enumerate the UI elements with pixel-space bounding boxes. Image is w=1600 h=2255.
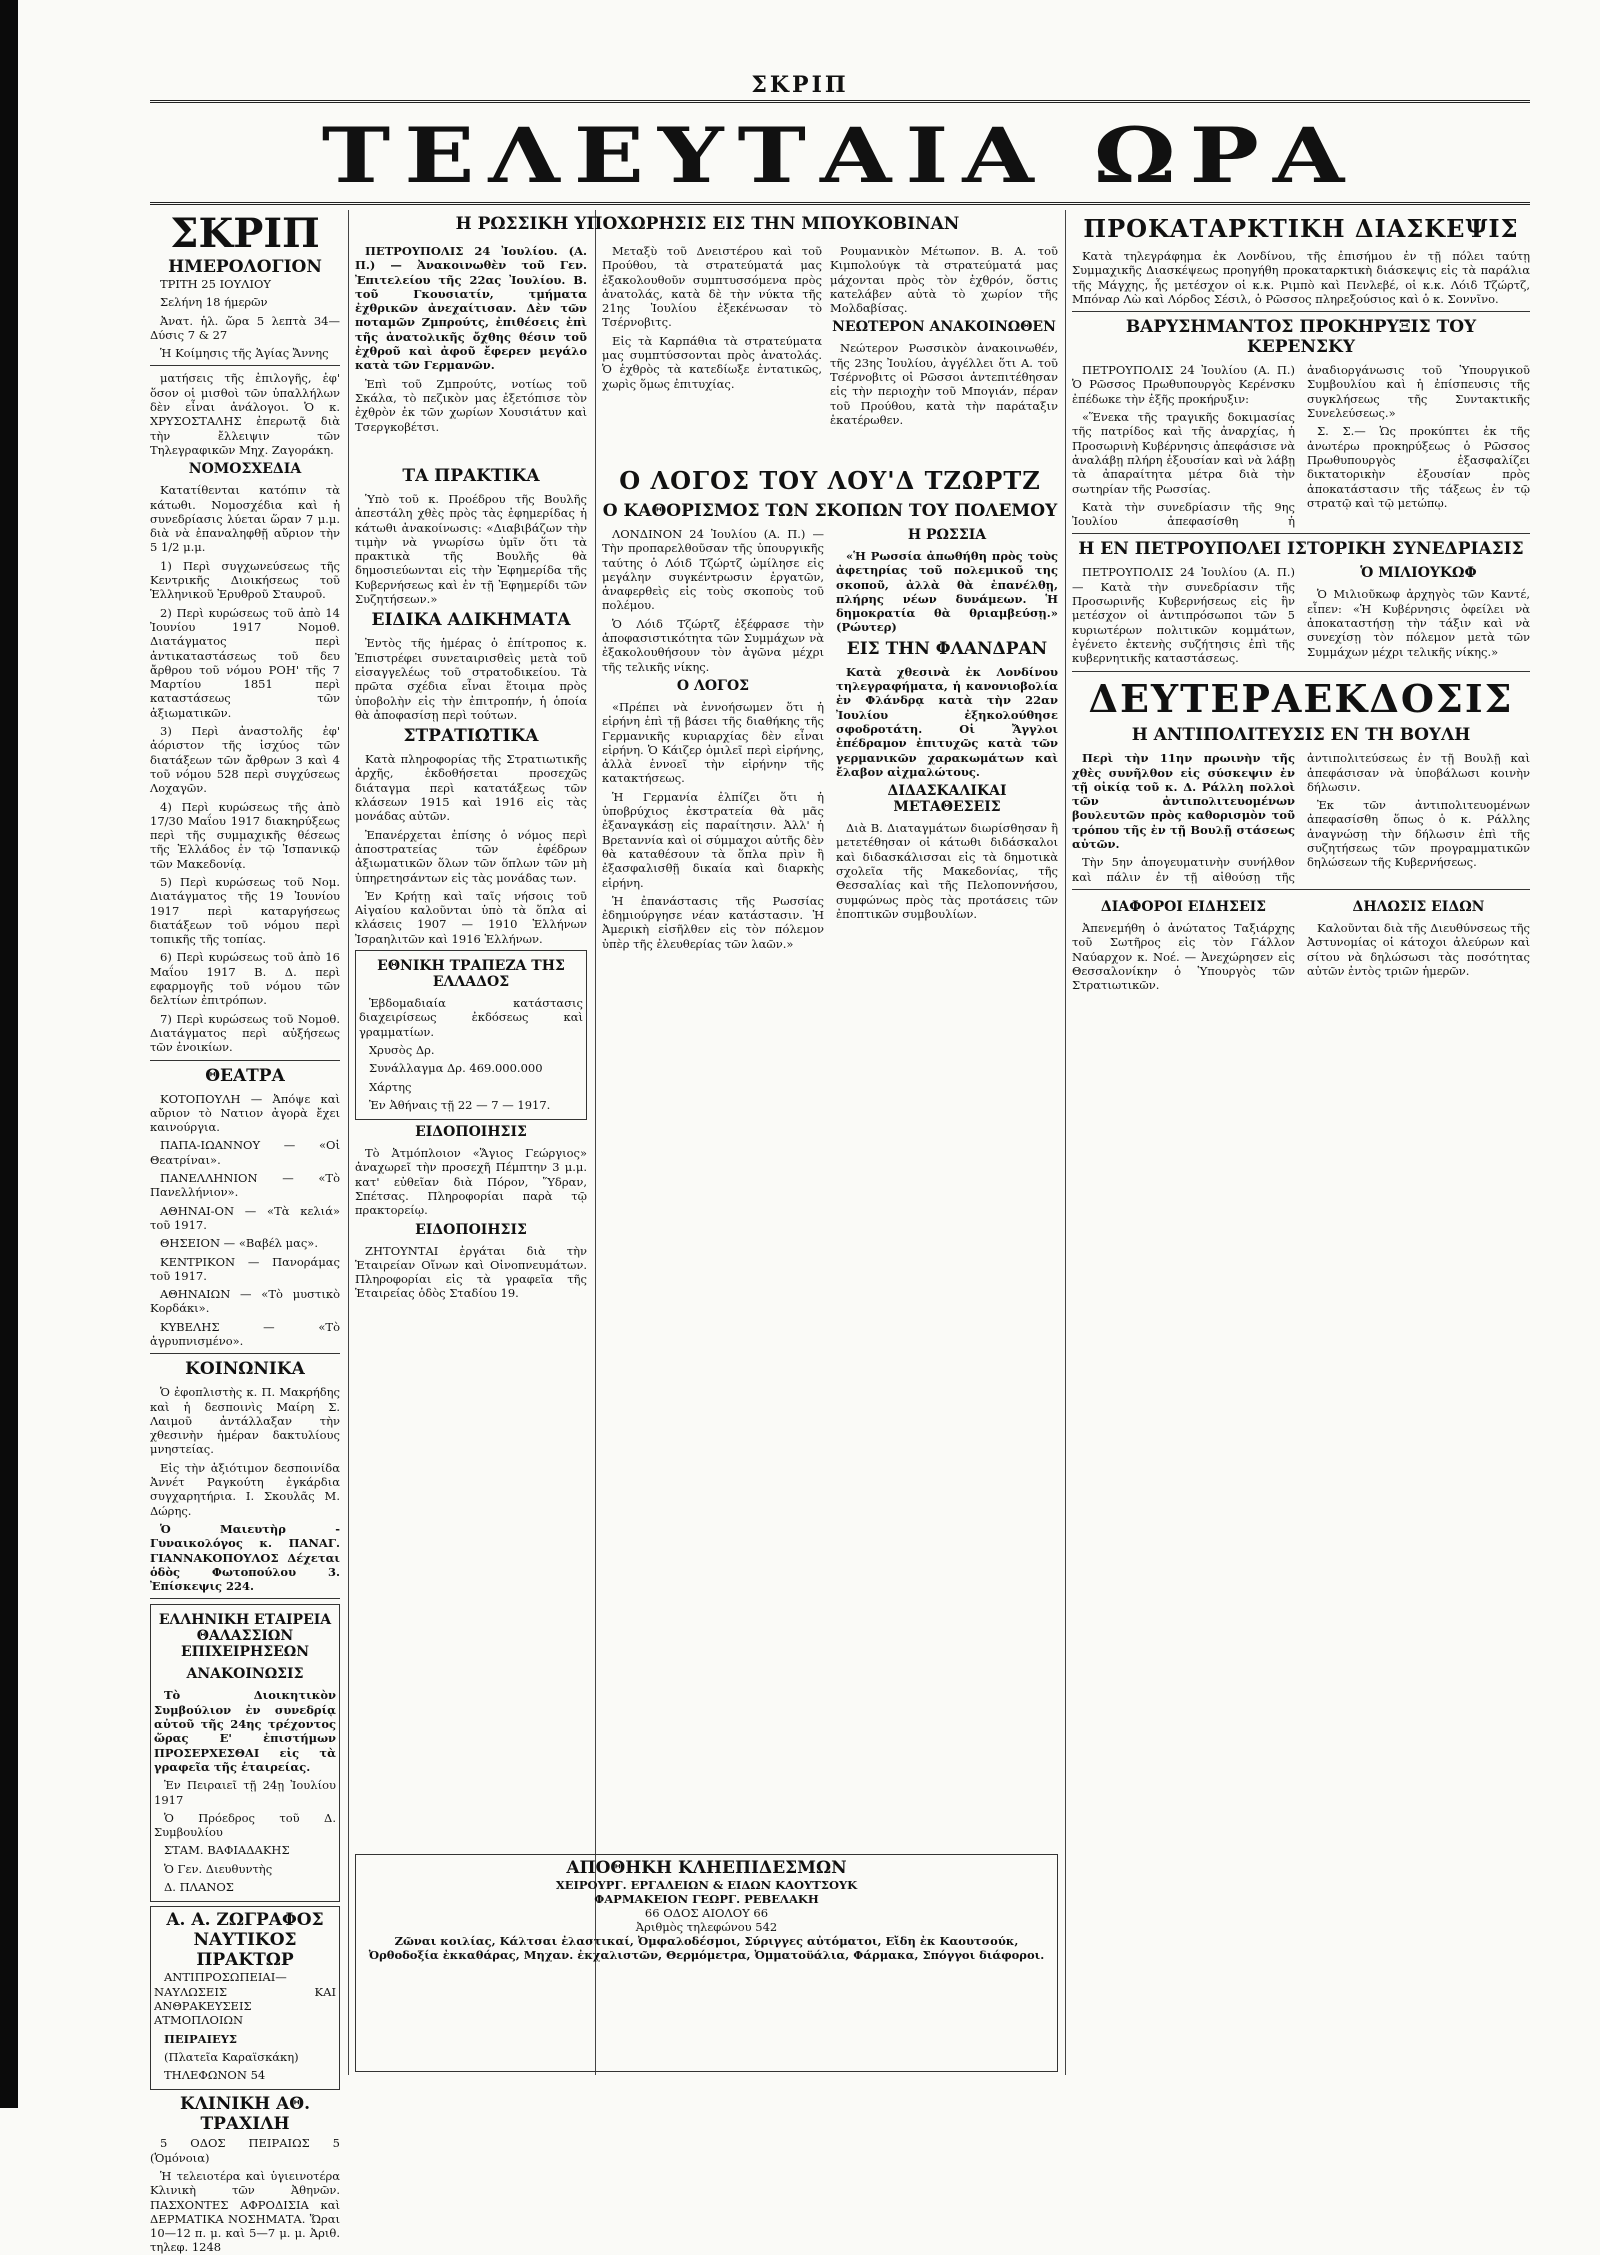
theatre-item: ΑΘΗΝΑΙ-ΟΝ — «Τὰ κελιά» τοῦ 1917. <box>150 1203 340 1232</box>
bank-date: Ἐν Ἀθήναις τῇ 22 — 7 — 1917. <box>369 1097 551 1112</box>
column-three <box>602 462 1058 1882</box>
theatre-item: ΚΟΤΟΠΟΥΛΗ — Ἀπόψε καὶ αὔριον τὸ Νατιον ἀγορὰ ἔχει καινούργια. <box>150 1091 340 1135</box>
russia-text: Μεταξὺ τοῦ Δνειστέρου καὶ τοῦ Προύθου, τὰ στρατεύματά μας ἐξακολουθοῦν συμπτυσσόμενα πρὸς ἀνατολάς, κατὰ δὲ τὴν νύκτα τῆς 21ης Ἰουλίου ἐξεκένωσαν τὸ Τσέρνοβιτς. <box>602 244 822 330</box>
kerensky-text: Κατὰ τὴν συνεδρίασιν τῆς 9ης Ἰουλίου ἀπεφασίσθη ἡ ἀναδιοργάνωσις τοῦ Ὑπουργικοῦ Συμβουλίου καὶ ἡ ἐπίσπευσις τῆς συγκλήσεως τῆς Συντακτικῆς Συνελεύσεως.» <box>1072 363 1530 529</box>
divider <box>1072 533 1530 534</box>
calendar-title: ΗΜΕΡΟΛΟΓΙΟΝ <box>168 257 322 277</box>
session-text: ΠΕΤΡΟΥΠΟΛΙΣ 24 Ἰουλίου (Α. Π.) — Κατὰ τὴν συνεδρίασιν τῆς Προσωρινῆς Κυβερνήσεως εἰς ἣν μετέσχον οἱ ἀντιπρόσωποι τῶν 5 κυριωτέρων πολιτικῶν κομμάτων, ἐγένετο ἐκτενὴς συζήτησις ἐπὶ τῆς κυβερνητικῆς καταστάσεως. <box>1072 565 1295 666</box>
strat-text: Κατὰ πληροφορίας τῆς Στρατιωτικῆς ἀρχῆς, ἐκδοθήσεται προσεχῶς διάταγμα περὶ κατατάξεως τῶν κλάσεων 1915 καὶ 1916 εἰς τὰς μονάδας αὐτῶν. <box>355 752 587 824</box>
russia-text: ΠΕΤΡΟΥΠΟΛΙΣ 24 Ἰουλίου. (Α. Π.) — Ἀνακοινωθὲν τοῦ Γεν. Ἐπιτελείου τῆς 22ας Ἰουλίου. Β. τοῦ Γκουσιατίν, τμήματα ἐχθρικῶν ἀνεχαίτισαν. Δὲν τῶν ποταμῶν Ζμπρούτς, ἐπιθέσεις ἐπὶ τῆς ἀνατολικῆς ὄχθης θέσιν τοῦ ἐχθροῦ καὶ ἀφοῦ ἔφερεν μεγάλο κατὰ τῶν Γερμανῶν. <box>355 244 587 373</box>
lloyd-heading: Ο ΛΟΓΟΣ ΤΟΥ ΛΟΥ'Δ ΤΖΩΡΤΖ <box>619 466 1041 495</box>
declaration-text: Καλοῦνται διὰ τῆς Διευθύνσεως τῆς Ἀστυνομίας οἱ κάτοχοι ἀλεύρων καὶ σίτου νὰ δηλώσωσι τὰς ποσότητας αὐτῶν ἐντὸς τριῶν ἡμερῶν. <box>1307 920 1530 978</box>
opposition-body <box>1072 751 1530 884</box>
strat-heading: ΣΤΡΑΤΙΩΤΙΚΑ <box>403 726 539 747</box>
ad-pharmacy: ΦΑΡΜΑΚΕΙΟΝ ΓΕΩΡΓ. ΡΕΒΕΛΑΚΗ <box>594 1892 819 1906</box>
adikim-text: Ἐντὸς τῆς ἡμέρας ὁ ἐπίτροπος κ. Ἐπιστρέφει συνεταιρισθεὶς μετὰ τοῦ εἰσαγγελέως τοῦ στρατοδικείου. Τὰ πρῶτα σχέδια εἶναι ἕτοιμα πρὸς ὑποβολὴν εἰς τὴν ἐπιτροπήν, ἡ ὁποία θὰ ἀποφασίσῃ περὶ τούτων. <box>355 636 587 722</box>
clinic-ad <box>150 2094 340 2254</box>
nomo-item: 4) Περὶ κυρώσεως τῆς ἀπὸ 17/30 Μαΐου 1917 διακηρύξεως περὶ τῆς συμμαχικῆς θέσεως τῆς Ἑλλάδος ἐν τῷ Ἰσπανικῷ τῶν Μακεδονίᾳ. <box>150 799 340 871</box>
lloyd-subheading: Ο ΚΑΘΟΡΙΣΜΟΣ ΤΩΝ ΣΚΟΠΩΝ ΤΟΥ ΠΟΛΕΜΟΥ <box>602 501 1058 521</box>
opposition-text: Τὴν 5ην ἀπογευματινὴν συνήλθον καὶ πάλιν ἐν τῇ αἰθούσῃ τῆς ἀντιπολιτεύσεως ἐν τῇ Βουλῇ καὶ ἀπεφάσισαν νὰ ὑποβάλωσι κοινὴν δήλωσιν. <box>1072 751 1530 884</box>
company-notice <box>150 1604 340 1902</box>
zografos-city: ΠΕΙΡΑΙΕΥΣ <box>164 2031 238 2046</box>
session-text: Ὁ Μιλιοῦκωφ ἀρχηγὸς τῶν Καντέ, εἶπεν: «Ἡ Κυβέρνησις ὀφείλει νὰ ἀποκαταστήσῃ τὴν τάξιν καὶ νὰ συνεχίσῃ τὸν πόλεμον μετὰ τῶν Συμμάχων μέχρι τελικῆς νίκης.» <box>1307 587 1530 659</box>
company-sign-role: Ὁ Πρόεδρος τοῦ Δ. Συμβουλίου <box>154 1810 336 1840</box>
scan-edge <box>0 0 18 2108</box>
russia-article <box>355 244 587 454</box>
prelim-heading: ΠΡΟΚΑΤΑΡΚΤΙΚΗ ΔΙΑΣΚΕΨΙΣ <box>1083 214 1519 243</box>
russia-heading: Η ΡΩΣΣΙΚΗ ΥΠΟΧΩΡΗΣΙΣ ΕΙΣ ΤΗΝ ΜΠΟΥΚΟΒΙΝΑΝ <box>455 214 960 234</box>
ad-address: 66 ΟΔΟΣ ΑΙΟΛΟΥ 66 <box>644 1906 769 1920</box>
nomo-heading: ΝΟΜΟΣΧΕΔΙΑ <box>188 461 302 478</box>
session-body <box>1072 565 1530 666</box>
right-column <box>1072 210 1530 2075</box>
kerensky-heading: ΒΑΡΥΣΗΜΑΝΤΟΣ ΠΡΟΚΗΡΥΞΙΣ ΤΟΥ ΚΕΡΕΝΣΚΥ <box>1125 317 1477 358</box>
social-item: Εἰς τὴν ἀξιότιμον δεσποινίδα Ἀννέτ Ραγκούτη ἐγκάρδια συγχαρητήρια. Ι. Σκουλᾶς Μ. Δώρης. <box>150 1460 340 1518</box>
theatre-item: ΘΗΣΕΙΟΝ — «Βαβέλ μας». <box>160 1236 319 1251</box>
theatre-item: ΠΑΝΕΛΛΗΝΙΟΝ — «Τὸ Πανελλήνιον». <box>150 1171 340 1200</box>
bank-row: Χάρτης <box>369 1079 412 1094</box>
newer-heading: ΝΕΩΤΕΡΟΝ ΑΝΑΚΟΙΝΩΘΕΝ <box>832 319 1056 336</box>
strat-text: Ἐπανέρχεται ἐπίσης ὁ νόμος περὶ ἀποστρατείας τῶν ἐφέδρων ἀξιωματικῶν ὅλων τῶν ὅπλων τῶν μὴ ὑπηρετησάντων εἰς τὰς μονάδας των. <box>355 827 587 885</box>
divider <box>1072 311 1530 312</box>
paper-name: ΣΚΡΙΠ <box>170 210 320 257</box>
column-rule <box>595 210 596 2075</box>
calendar-date: ΤΡΙΤΗ 25 ΙΟΥΛΙΟΥ <box>160 277 272 291</box>
company-sign-role2: Ὁ Γεν. Διευθυντὴς <box>164 1861 273 1876</box>
top-rule <box>150 100 1530 103</box>
divider <box>1072 671 1530 672</box>
logos-text: Ἡ ἐπανάστασις τῆς Ρωσσίας ἐδημιούργησε νέαν κατάστασιν. Ἡ Ἀμερικὴ εἰσῆλθεν εἰς τὸν πόλεμον ὑπὲρ τῆς ἐλευθερίας τῶν λαῶν.» <box>602 893 824 951</box>
lloyd-text: ΛΟΝΔΙΝΟΝ 24 Ἰουλίου (Α. Π.) — Τὴν προπαρελθοῦσαν τῆς ὑπουργικῆς ταύτης ὁ Λόιδ Τζώρτζ ὡμίλησε εἰς μεγάλην συγκέντρωσιν ἐργατῶν, ἀναφερθεὶς εἰς τοὺς σκοποὺς τοῦ πολέμου. <box>602 527 824 613</box>
zografos-desc: ΑΝΤΙΠΡΟΣΩΠΕΙΑΙ—ΝΑΥΛΩΣΕΙΣ ΚΑΙ ΑΝΘΡΑΚΕΥΣΕΙΣ ΑΤΜΟΠΛΟΙΩΝ <box>154 1970 336 2028</box>
nomo-item: 5) Περὶ κυρώσεως τοῦ Νομ. Διατάγματος τῆς 19 Ἰουνίου 1917 περὶ καταργήσεως διατάξεων τοῦ νόμου περὶ τοπικῆς τῆς τοπίας. <box>150 874 340 947</box>
russia-sub-heading: Η ΡΩΣΣΙΑ <box>907 527 987 543</box>
misc-text: Ἀπενεμήθη ὁ ἀνώτατος Ταξιάρχης τοῦ Σωτῆρος εἰς τὸν Γάλλον Ναύαρχον κ. Νοέ. — Ἀνεχώρησεν εἰς Θεσσαλονίκην ὁ Ὑπουργὸς τῶν Στρατιωτικῶν. <box>1072 920 1295 993</box>
notice1-text: Τὸ Ἀτμόπλοιον «Ἅγιος Γεώργιος» ἀναχωρεῖ τὴν προσεχῆ Πέμπτην 3 μ.μ. κατ' εὐθεῖαν διὰ Πόρον, Ὕδραν, Σπέτσας. Πληροφορίαι παρὰ τῷ πρακτορείῳ. <box>355 1146 587 1218</box>
misc-heading: ΔΙΑΦΟΡΟΙ ΕΙΔΗΣΕΙΣ <box>1100 898 1267 915</box>
ad-title: ΑΠΟΘΗΚΗ ΚΛΗΕΠΙΔΕΣΜΩΝ <box>566 1858 847 1878</box>
divider <box>150 365 340 366</box>
pharmacy-ad <box>355 1854 1058 2072</box>
bank-heading: ΕΘΝΙΚΗ ΤΡΑΠΕΖΑ ΤΗΣ ΕΛΛΑΔΟΣ <box>377 958 565 991</box>
nomo-item: 6) Περὶ κυρώσεως τοῦ ἀπὸ 16 Μαΐου 1917 Β. Δ. περὶ εφαρμογῆς τοῦ νόμου τῶν δελτίων ἐπιτρόπων. <box>150 950 340 1008</box>
company-notice-heading: ΑΝΑΚΟΙΝΩΣΙΣ <box>186 1666 304 1683</box>
nomo-item: 3) Περὶ ἀναστολῆς ἐφ' ἀόριστον τῆς ἰσχύος τῶν διατάξεων τῶν ἄρθρων 3 καὶ 4 τοῦ νόμου 528 περὶ συγχύσεως Λοχαγῶν. <box>150 724 340 796</box>
theatre-item: ΑΘΗΝΑΙΩΝ — «Τὸ μυστικὸ Κορδάκι». <box>150 1287 340 1316</box>
bottom-notices <box>1072 895 1530 996</box>
saint-line: Ἡ Κοίμησις τῆς Ἁγίας Ἄννης <box>160 346 329 361</box>
misc-news <box>1072 895 1295 996</box>
logos-text: «Πρέπει νὰ ἐννοήσωμεν ὅτι ἡ εἰρήνη ἐπὶ τῇ βάσει τῆς διαθήκης τῆς Γερμανικῆς κυριαρχίας δὲν εἶναι εἰρήνη. Ὁ Κάιζερ ὁμιλεῖ περὶ εἰρήνης, ἀλλὰ ἐννοεῖ τὴν εἰρήνην τῆς κατακτήσεως. <box>602 699 824 786</box>
nomo-item: 7) Περὶ κυρώσεως τοῦ Νομοθ. Διατάγματος περὶ αὐξήσεως τῶν ἐνοικίων. <box>150 1011 340 1055</box>
bank-row: Χρυσὸς Δρ. <box>369 1042 435 1057</box>
company-sign-name2: Δ. ΠΛΑΝΟΣ <box>164 1880 234 1895</box>
praktika-text: Ὑπὸ τοῦ κ. Προέδρου τῆς Βουλῆς ἀπεστάλη χθὲς πρὸς τὰς ἐφημερίδας ἡ κάτωθι ἀνακοίνωσις: «Διαβιβάζων τὴν τιμὴν νὰ γνωρίσω ὑμῖν ὅτι τὰ πρακτικὰ τῆς Βουλῆς θὰ δημοσιεύωνται εἰς τὴν Ἐφημερίδα τῆς Κυβερνήσεως καὶ ἐν τῇ Ἐφημερίδι τῶν Συζητήσεων.» <box>355 492 587 607</box>
divider <box>150 1060 340 1061</box>
kerensky-text: «Ἕνεκα τῆς τραγικῆς δοκιμασίας τῆς πατρίδος καὶ τῆς ἀναρχίας, ἡ Προσωρινὴ Κυβέρνησις ἀπεφάσισε νὰ ἀναλάβῃ πλήρη ἐξουσίαν καὶ νὰ λάβῃ τὰ ἀπαραίτητα μέτρα διὰ τὴν σωτηρίαν τῆς Ρωσσίας. <box>1072 410 1295 496</box>
strat-text: Ἐν Κρήτῃ καὶ ταῖς νήσοις τοῦ Αἰγαίου καλοῦνται ὑπὸ τὰ ὅπλα αἱ κλάσεις 1907 — 1910 Ἑλλήνων Ἰσραηλιτῶν καὶ 1916 Ἑλλήνων. <box>355 888 587 946</box>
kerensky-text: Σ. Σ.— Ὡς προκύπτει ἐκ τῆς ἀνωτέρω προκηρύξεως ὁ Ρῶσσος Πρωθυπουργὸς ἐξασφαλίζει δικτατορικὴν ἐξουσίαν πρὸς ἀποκατάστασιν τῆς τάξεως ἐν τῷ στρατῷ καὶ τῷ μετώπῳ. <box>1307 424 1530 510</box>
opposition-text: Περὶ τὴν 11ην πρωινὴν τῆς χθὲς συνῆλθον εἰς σύσκεψιν ἐν τῇ οἰκίᾳ τοῦ κ. Δ. Ράλλη πολλοὶ τῶν ἀντιπολιτευομένων βουλευτῶν πρὸς καθορισμὸν τοῦ τρόπου τῆς ἐν τῇ Βουλῇ στάσεως αὐτῶν. <box>1072 751 1295 852</box>
theatre-item: ΚΕΝΤΡΙΚΟΝ — Πανοράμας τοῦ 1917. <box>150 1254 340 1283</box>
bank-box <box>355 950 587 1120</box>
ad-items: Ζῶναι κοιλίας, Κάλτσαι ἐλαστικαί, Ὀμφαλοδέσμοι, Σύριγγες αὐτόματοι, Εἴδη ἐκ Καουτσούκ, Ὀρθοδοξία ἐκκαθάρας, Μηχαν. ἐκχαλιστῶν, Θερμόμετρα, Ὀμματοϋάλια, Φάρμακα, Σπόγγοι διάφοροι. <box>368 1934 1045 1962</box>
nomo-item: Κατατίθενται κατόπιν τὰ κάτωθι. Νομοσχέδια καὶ ἡ συνεδρίασις λύεται ὥραν 7 μ.μ. διὰ νὰ ἐπαναληφθῇ αὔριον τὴν 5 1/2 μ.μ. <box>150 483 340 555</box>
russia-text: Ρουμανικὸν Μέτωπον. Β. Α. τοῦ Κιμπολούγκ τὰ στρατεύματά μας μάχονται πρὸς τὸν ἐχθρόν, ὅστις κατελάβεν αὐτὰ τὸ χωρίον τῆς Μολδαβίσας. <box>830 244 1058 316</box>
divider <box>150 1353 340 1354</box>
transfers-text: Διὰ Β. Διαταγμάτων διωρίσθησαν ἢ μετετέθησαν οἱ κάτωθι διδάσκαλοι καὶ διδασκάλισσαι εἰς τὰ δημοτικὰ σχολεῖα τῆς Μακεδονίας, τῆς Θεσσαλίας καὶ τῆς Πελοποννήσου, συμφώνως πρὸς τὰς προτάσεις τῶν ἐποπτικῶν συμβουλίων. <box>836 821 1058 921</box>
column-rule <box>1065 210 1066 2075</box>
intro-text: ματήσεις τῆς ἐπιλογῆς, ἐφ' ὅσον οἱ μισθοὶ τῶν ὑπαλλήλων δὲν εἶναι ἀνάλογοι. Ὁ κ. ΧΡΥΣΟΣΤΑΛΗΣ ἐπερωτᾷ διὰ τὴν ἔλλειψιν τῶν Τηλεγραφικῶν Μηχ. Ζαγοράκη. <box>150 371 340 457</box>
moon-line: Σελήνη 18 ήμερῶν <box>160 295 268 310</box>
column-two <box>355 462 587 1962</box>
clinic-text: Ἡ τελειοτέρα καὶ ὑγιεινοτέρα Κλινικὴ τῶν Ἀθηνῶν. ΠΑΣΧΟΝΤΕΣ ΑΦΡΟΔΙΣΙΑ καὶ ΔΕΡΜΑΤΙΚΑ ΝΟΣΗΜΑΤΑ. Ὥραι 10—12 π. μ. καὶ 5—7 μ. μ. Ἀριθ. τηλεφ. 1248 <box>150 2168 340 2255</box>
social-heading: ΚΟΙΝΩΝΙΚΑ <box>185 1359 305 1380</box>
divider <box>150 1598 340 1599</box>
prelim-text: Κατὰ τηλεγράφημα ἐκ Λονδίνου, τῆς ἐπισήμου ἐν τῇ πόλει ταύτῃ Συμμαχικῆς Διασκέψεως προηγήθη προκαταρκτικὴ διάσκεψις εἰς τὰ παράλια τῆς Μάγχης, ἧς μετέσχον οἱ κ.κ. Ριμπὸ καὶ Πενλεβέ, οἱ κ.κ. Λόιδ Τζώρτζ, Μπόναρ Λὼ καὶ Λόρδος Σέσιλ, ὁ Ρῶσσος πληρεξούσιος καὶ ὁ κ. Σοννῖνο. <box>1072 249 1530 306</box>
opposition-text: Ἐκ τῶν ἀντιπολιτευομένων ἀπεφασίσθη ὅπως ὁ κ. Ράλλης ἀναγνώσῃ τὴν δήλωσιν ἐπὶ τῆς συζητήσεως τῶν προγραμματικῶν δηλώσεων τῆς Κυβερνήσεως. <box>1307 798 1530 870</box>
kerensky-body <box>1072 363 1530 528</box>
ad-phone: Ἀριθμὸς τηλεφώνου 542 <box>635 1920 778 1934</box>
company-name: ΕΛΛΗΝΙΚΗ ΕΤΑΙΡΕΙΑ ΘΑΛΑΣΣΙΩΝ ΕΠΙΧΕΙΡΗΣΕΩΝ <box>158 1612 332 1661</box>
zografos-title: ΝΑΥΤΙΚΟΣ ΠΡΑΚΤΩΡ <box>193 1930 297 1971</box>
nomo-item: 2) Περὶ κυρώσεως τοῦ ἀπὸ 14 Ἰουνίου 1917 Νομοθ. Διατάγματος περὶ ἀντικαταστάσεως τοῦ δευ ἄρθρου τοῦ νόμου ΡΟΗ' τῆς 7 Μαρτίου 1851 περὶ καταστάσεως τῶν ἀξιωματικῶν. <box>150 605 340 720</box>
zografos-name: Α. Α. ΖΩΓΡΑΦΟΣ <box>166 1910 324 1931</box>
russia-sub-text: «Ἡ Ρωσσία ἀπωθήθη πρὸς τοὺς ἀφετηρίας τοῦ πολεμικοῦ της σκοποῦ, ἀλλὰ θὰ ἐπανέλθῃ, πλήρης νέων δυνάμεων. Ἡ δημοκρατία θὰ θριαμβεύσῃ.» (Ρώυτερ) <box>836 549 1058 635</box>
theatre-item: ΠΑΠΑ-ΙΩΑΝΝΟΥ — «Οἱ Θεατρίναι». <box>150 1138 340 1167</box>
russia-article-header <box>355 210 1060 240</box>
newer-text: Νεώτερον Ρωσσικὸν ἀνακοινωθέν, τῆς 23ης Ἰουλίου, ἀγγέλλει ὅτι Α. τοῦ Τσέρνοβιτς οἱ Ρῶσσοι ἀντεπιτέθησαν εἰς τὴν περιοχὴν τοῦ Μπογιάν, πέραν τοῦ Προύθου, κατὰ τὴν παράταξιν ἑκατέρωθεν. <box>830 341 1058 427</box>
transfers-heading: ΔΙΔΑΣΚΑΛΙΚΑΙ ΜΕΤΑΘΕΣΕΙΣ <box>887 783 1007 816</box>
divider <box>1072 889 1530 890</box>
masthead-rule <box>150 202 1530 205</box>
left-column <box>150 210 340 2255</box>
russia-text: Εἰς τὰ Καρπάθια τὰ στρατεύματα μας συμπτύσσονται πρὸς ἀνατολάς. Ὁ ἐχθρὸς τὰ κατεδίωξε ἐντατικῶς, χωρὶς ὅμως ἐπιτυχίας. <box>602 333 822 391</box>
company-sign-place: Ἐν Πειραιεῖ τῇ 24ῃ Ἰουλίου 1917 <box>154 1778 336 1807</box>
adikim-heading: ΕΙΔΙΚΑ ΑΔΙΚΗΜΑΤΑ <box>371 610 571 631</box>
notice2-heading: ΕΙΔΟΠΟΙΗΣΙΣ <box>415 1221 527 1238</box>
kerensky-text: ΠΕΤΡΟΥΠΟΛΙΣ 24 Ἰουλίου (Α. Π.) Ὁ Ρῶσσος Πρωθυπουργὸς Κερένσκυ ἐπέδωκε τὴν ἑξῆς προκήρυξιν: <box>1072 363 1295 406</box>
notice1-heading: ΕΙΔΟΠΟΙΗΣΙΣ <box>415 1124 527 1141</box>
milioukof-heading: Ὁ ΜΙΛΙΟΥΚΩΦ <box>1360 565 1477 582</box>
declaration <box>1307 895 1530 996</box>
russia-article-cont <box>830 244 1058 454</box>
theatre-item: ΚΥΒΕΛΗΣ — «Τὸ ἀγρυπνισμένο». <box>150 1319 340 1348</box>
flanders-text: Κατὰ χθεσινὰ ἐκ Λονδίνου τηλεγραφήματα, ἡ κανονιοβολία ἐν Φλάνδρᾳ κατὰ τὴν 22αν Ἰουλίου ἐξηκολούθησε σφοδροτάτη. Οἱ Ἄγγλοι ἐπέδραμον ἐπιτυχῶς κατὰ τῶν γερμανικῶν χαρακωμάτων καὶ ἔλαβον αἰχμαλώτους. <box>836 664 1058 779</box>
opposition-heading: Η ΑΝΤΙΠΟΛΙΤΕΥΣΙΣ ΕΝ ΤΗ ΒΟΥΛΗ <box>1131 725 1471 746</box>
zografos-square: (Πλατεῖα Καραϊσκάκη) <box>164 2049 299 2064</box>
reprint-banner: ΔΕΥΤΕΡΑΕΚΔΟΣΙΣ <box>1088 676 1514 722</box>
column-rule <box>348 210 349 2075</box>
bank-text: Ἑβδομαδιαία κατάστασις διαχειρίσεως ἐκδόσεως καὶ γραμματίων. <box>359 996 583 1039</box>
notice2-text: ΖΗΤΟΥΝΤΑΙ ἐργάται διὰ τὴν Ἑταιρείαν Οἴνων καὶ Οἰνοπνευμάτων. Πληροφορίαι εἰς τὰ γραφεῖα τῆς Ἑταιρείας ὁδὸς Σταδίου 19. <box>355 1243 587 1301</box>
ad-sub: ΧΕΙΡΟΥΡΓ. ΕΡΓΑΛΕΙΩΝ & ΕΙΔΩΝ ΚΑΟΥΤΣΟΥΚ <box>555 1878 858 1892</box>
zografos-tel: ΤΗΛΕΦΩΝΟΝ 54 <box>164 2068 266 2083</box>
lloyd-text: Ὁ Λόιδ Τζώρτζ ἐξέφρασε τὴν ἀποφασιστικότητα τῶν Συμμάχων νὰ ἐξακολουθήσουν τὸν ἀγῶνα μέχρι τῆς τελικῆς νίκης. <box>602 616 824 674</box>
bank-row: Συνάλλαγμα Δρ. 469.000.000 <box>369 1061 543 1076</box>
social-item: Ὁ ἐφοπλιστὴς κ. Π. Μακρήδης καὶ ἡ δεσποινὶς Μαίρη Σ. Λαιμοῦ ἀντάλλαξαν τὴν χθεσινὴν ἡμέραν δακτυλίους μνηστείας. <box>150 1385 340 1457</box>
masthead: ΤΕΛΕΥΤΑΙΑ ΩΡΑ <box>321 111 1359 201</box>
sun-line: Ἀνατ. ἡλ. ὥρα 5 λεπτὰ 34—Δύσις 7 & 27 <box>150 313 340 342</box>
nomo-item: 1) Περὶ συγχωνεύσεως τῆς Κεντρικῆς Διοικήσεως τοῦ Ἑλληνικοῦ Ἐρυθροῦ Σταυροῦ. <box>150 558 340 602</box>
company-notice-text: Τὸ Διοικητικὸν Συμβούλιον ἐν συνεδρίᾳ αὐτοῦ τῆς 24ης τρέχοντος ὥρας Ε' ἐπιστήμων ΠΡΟΣΕΡΧΕΣΘΑΙ εἰς τὰ γραφεῖα τῆς ἑταιρείας. <box>154 1688 336 1774</box>
theatre-heading: ΘΕΑΤΡΑ <box>205 1065 285 1086</box>
russia-article-cont <box>602 244 822 454</box>
running-head: ΣΚΡΙΠ <box>751 72 849 98</box>
clinic-address: 5 ΟΔΟΣ ΠΕΙΡΑΙΩΣ 5 (Ὁμόνοια) <box>150 2136 340 2165</box>
flanders-heading: ΕΙΣ ΤΗΝ ΦΛΑΝΔΡΑΝ <box>846 638 1048 659</box>
zografos-ad <box>150 1906 340 2090</box>
declaration-heading: ΔΗΛΩΣΙΣ ΕΙΔΩΝ <box>1352 898 1485 915</box>
russia-text: Ἐπὶ τοῦ Ζμπρούτς, νοτίως τοῦ Σκάλα, τὸ πεζικὸν μας ἐξετόπισε τὸν ἐχθρὸν ἐκ τῶν χωρίων Χουσιάτυν καὶ Τσεργκοβέτσι. <box>355 376 587 434</box>
lloyd-body <box>602 527 1058 951</box>
praktika-heading: ΤΑ ΠΡΑΚΤΙΚΑ <box>402 466 540 486</box>
logos-text: Ἡ Γερμανία ἐλπίζει ὅτι ἡ ὑποβρύχιος ἐκστρατεία θὰ μᾶς ἐξαναγκάσῃ εἰς παραίτησιν. Ἀλλ' ἡ Βρεταννία καὶ οἱ σύμμαχοι αὐτῆς δὲν θὰ καταθέσουν τὰ ὅπλα πρὶν ἢ ἐξασφαλισθῇ δικαία καὶ διαρκὴς εἰρήνη. <box>602 789 824 890</box>
company-sign-name: ΣΤΑΜ. ΒΑΦΙΑΔΑΚΗΣ <box>164 1843 290 1858</box>
clinic-name: ΚΛΙΝΙΚΗ ΑΘ. ΤΡΑΧΙΛΗ <box>179 2094 311 2135</box>
logos-heading: Ο ΛΟΓΟΣ <box>676 677 750 694</box>
session-heading: Η ΕΝ ΠΕΤΡΟΥΠΟΛΕΙ ΙΣΤΟΡΙΚΗ ΣΥΝΕΔΡΙΑΣΙΣ <box>1078 539 1524 560</box>
social-item: Ὁ Μαιευτὴρ - Γυναικολόγος κ. ΠΑΝΑΓ. ΓΙΑΝΝΑΚΟΠΟΥΛΟΣ Δέχεται ὁδὸς Φωτοπούλου 3. Ἐπίσκεψις 224. <box>150 1521 340 1594</box>
